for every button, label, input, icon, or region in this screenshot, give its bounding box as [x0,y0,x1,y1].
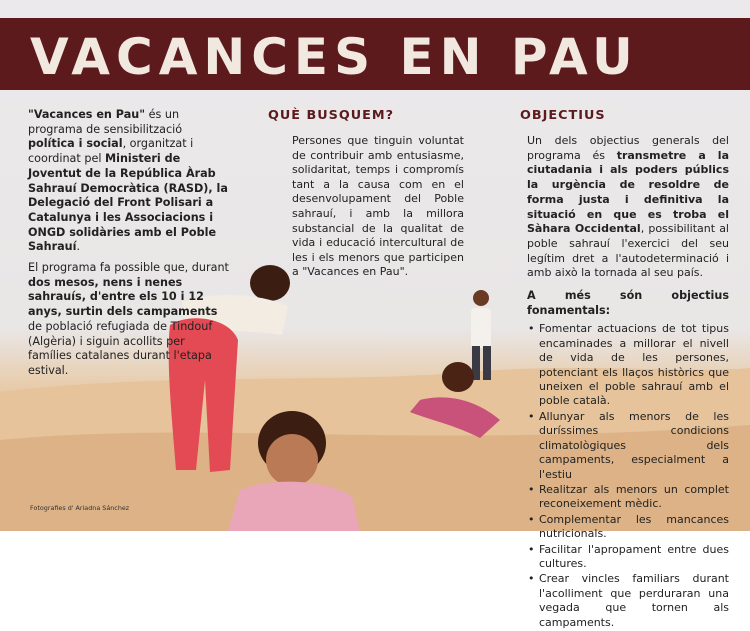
objectius-subheading: A més són objectius fonamentals: [527,289,729,317]
page-title: VACANCES EN PAU [30,28,639,86]
objectius-list-item: • Fomentar actuacions de tot tipus encaminades a millorar el nivell de vida de les persones, potenciant els llaços històrics que uneixen el poble sahrauí amb el poble català. [539,322,729,408]
text-run: és un programa de sensibilització [28,108,183,136]
text-run: de població refugiada de Tindouf (Algèria) i siguin acollits per famílies catalanes durant l'etapa estival. [28,319,213,377]
intro-column [28,108,230,385]
objectius-column [527,134,729,631]
objectius-list-item: • Allunyar als menors de les duríssimes condicions climatològiques dels campaments, especialment a l'estiu [539,410,729,482]
text-run: , organitzat i coordinat pel [28,137,194,166]
objectius-paragraph [527,134,729,281]
que-busquem-text: Persones que tinguin voluntat de contribuir amb entusiasme, solidaritat, temps i compromís tant a la causa com en el desenvolupament del Poble sahrauí, i amb la millora substancial de la qualitat de vida i educació intercultural de les i els menors que participen a "Vacances en Pau". [292,134,464,279]
intro-paragraph-1 [28,108,230,255]
text-run: "Vacances en Pau" [28,108,146,121]
objectius-list-item: • Realitzar als menors un complet reconeixement mèdic. [539,483,729,512]
objectius-list [527,322,729,630]
text-run: , possibilitant al poble sahrauí l'exercici del seu legítim dret a l'autodeterminació i amb això la tornada al seu país. [527,222,729,280]
text-run: Un dels objectius generals del programa és [527,134,729,162]
text-run: El programa fa possible que, durant [28,261,229,275]
intro-paragraph-2 [28,261,230,379]
objectius-list-item: • Facilitar l'apropament entre dues cultures. [539,543,729,572]
objectius-list-item: • Crear vincles familiars durant l'acolliment que perduraran una vegada que tornen als campaments. [539,572,729,630]
text-run: dos mesos, nens i nenes sahrauís, d'entre els 10 i 12 anys, surtin dels campaments [28,275,218,319]
text-run: transmetre a la ciutadania i als poders públics la urgència de resoldre de forma justa i definitiva la situació en que es troba el Sàhara Occidental [527,148,730,236]
section-heading-objectius: OBJECTIUS [520,108,606,123]
text-run: . [76,240,80,254]
objectius-list-item: • Complementar les mancances nutricionals. [539,513,729,542]
photo-credit: Fotografies d' Ariadna Sánchez [30,504,130,512]
text-run: Ministeri de Joventut de la República Àrab Sahrauí Democràtica (RASD), la Delegació del Front Polisari a Catalunya i les Associacions i ONGD solidàries amb el Poble Sahrauí [28,152,228,254]
section-heading-que-busquem: QUÈ BUSQUEM? [268,108,394,123]
text-run: política i social [28,137,123,151]
